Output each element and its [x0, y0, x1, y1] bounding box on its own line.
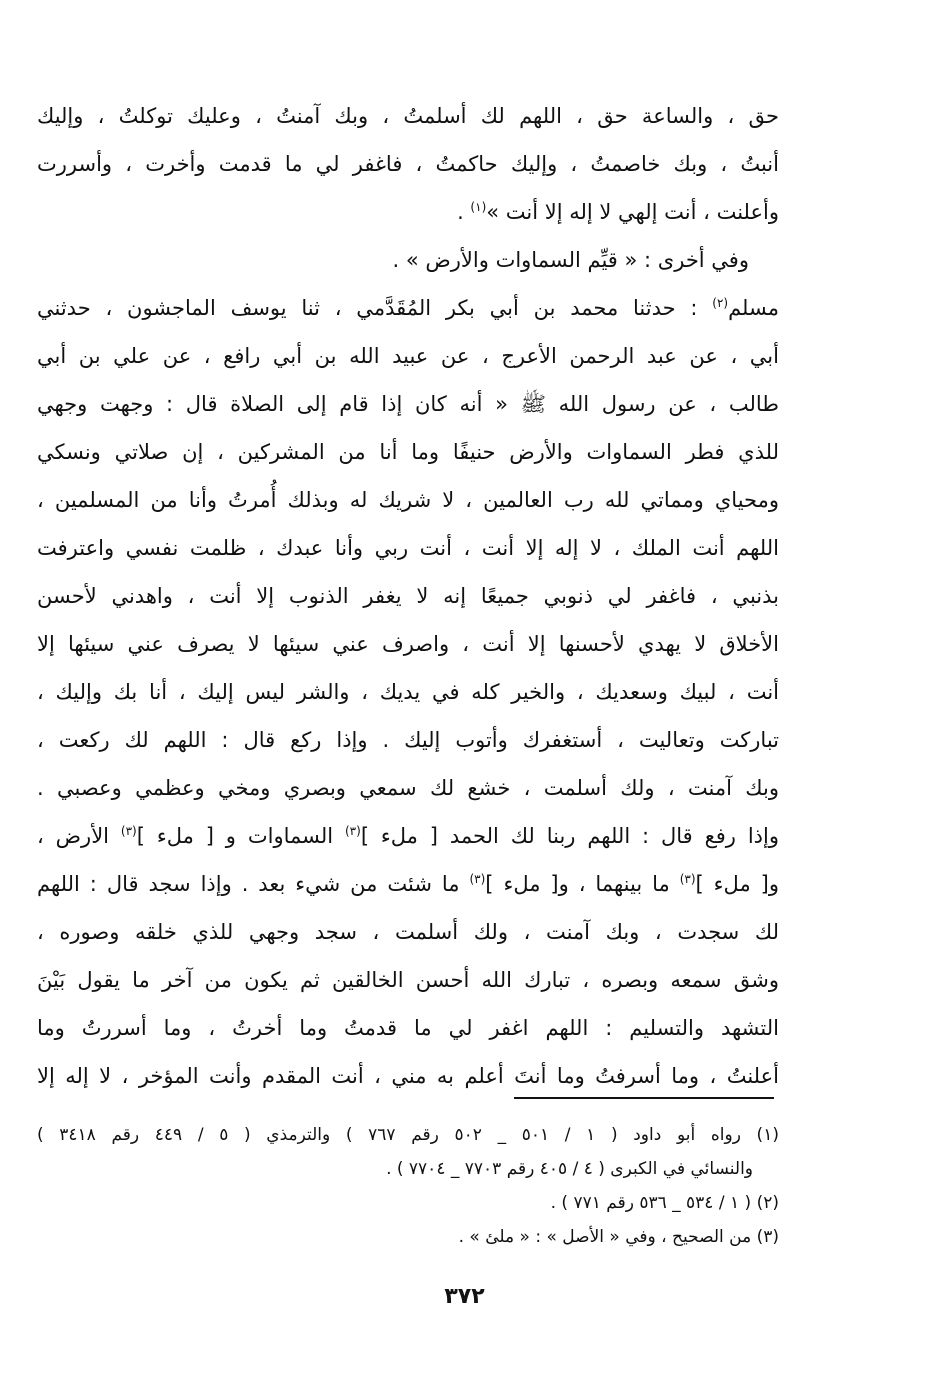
- text-line-1: حق ، والساعة حق ، اللهم لك أسلمتُ ، وبك آمنتُ ، وعليك توكلتُ ، وإليك: [37, 104, 779, 128]
- footnote-ref-3a: (٣): [344, 824, 361, 838]
- text-line-16-end: الأرض ،: [37, 824, 121, 848]
- footnote-3: (٣) من الصحيح ، وفي « الأصل » : « ملئ » .: [458, 1227, 779, 1247]
- text-line-16-mid: السماوات و [ ملء ]: [136, 824, 345, 848]
- text-line-2: أنبتُ ، وبك خاصمتُ ، وإليك حاكمتُ ، فاغفر لي ما قدمت وأخرت ، وأسررت: [37, 152, 779, 176]
- page-number: ٣٧٢: [444, 1284, 485, 1309]
- text-line-19: وشق سمعه وبصره ، تبارك الله أحسن الخالقين ثم يكون من آخر ما يقول بَيْنَ: [37, 968, 779, 992]
- text-line-4: وفي أخرى : « قيِّم السماوات والأرض » .: [392, 248, 749, 272]
- footnote-ref-1: (١): [470, 200, 487, 214]
- text-line-14: تباركت وتعاليت ، أستغفرك وأتوب إليك . وإذا ركع قال : اللهم لك ركعت ،: [37, 728, 779, 752]
- footnote-ref-3d: (٣): [469, 872, 486, 886]
- text-line-5-start: مسلم: [728, 296, 779, 320]
- text-line-5-rest: : حدثنا محمد بن أبي بكر المُقَدَّمي ، ثنا يوسف الماجشون ، حدثني: [37, 296, 713, 320]
- text-line-13: أنت ، لبيك وسعديك ، والخير كله في يديك ، والشر ليس إليك ، أنا بك وإليك ،: [37, 680, 779, 704]
- text-line-16: [37, 812, 779, 860]
- text-line-17-start: و[ ملء ]: [695, 872, 779, 896]
- text-line-10: اللهم أنت الملك ، لا إله إلا أنت ، أنت ربي وأنا عبدك ، ظلمت نفسي واعترفت: [37, 536, 779, 560]
- text-line-15: وبك آمنت ، ولك أسلمت ، خشع لك سمعي وبصري ومخي وعظمي وعصبي .: [37, 776, 779, 800]
- text-line-16-start: وإذا رفع قال : اللهم ربنا لك الحمد [ ملء ]: [360, 824, 779, 848]
- text-line-3: [37, 188, 779, 236]
- main-text: [37, 92, 779, 1100]
- text-line-11: بذنبي ، فاغفر لي ذنوبي جميعًا إنه لا يغفر الذنوب إلا أنت ، واهدني لأحسن: [37, 584, 779, 608]
- footnotes: [37, 1118, 779, 1254]
- text-line-20: التشهد والتسليم : اللهم اغفر لي ما قدمتُ وما أخرتُ ، وما أسررتُ وما: [37, 1016, 779, 1040]
- footnote-ref-3c: (٣): [679, 872, 696, 886]
- text-line-8: للذي فطر السماوات والأرض حنيفًا وما أنا من المشركين ، إن صلاتي ونسكي: [37, 440, 779, 464]
- text-line-7: طالب ، عن رسول الله ﷺ « أنه كان إذا قام إلى الصلاة قال : وجهت وجهي: [37, 392, 779, 416]
- text-line-18: لك سجدت ، وبك آمنت ، ولك أسلمت ، سجد وجهي للذي خلقه وصوره ،: [37, 920, 779, 944]
- text-line-12: الأخلاق لا يهدي لأحسنها إلا أنت ، واصرف عني سيئها لا يصرف عني سيئها إلا: [37, 632, 779, 656]
- footnote-separator: [514, 1097, 774, 1099]
- footnote-1-line-1: (١) رواه أبو داود ( ١ / ٥٠١ _ ٥٠٢ رقم ٧٦٧ ) والترمذي ( ٥ / ٤٤٩ رقم ٣٤١٨ ): [37, 1125, 779, 1145]
- text-line-17: [37, 860, 779, 908]
- text-line-17-mid: ما بينهما ، و[ ملء ]: [485, 872, 680, 896]
- text-line-21: أعلنتُ ، وما أسرفتُ وما أنتَ أعلم به مني ، أنت المقدم وأنت المؤخر ، لا إله إلا: [37, 1064, 779, 1088]
- footnote-1-line-2: والنسائي في الكبرى ( ٤ / ٤٠٥ رقم ٧٧٠٣ _ ٧٧٠٤ ) .: [386, 1159, 753, 1179]
- text-line-5: [37, 284, 779, 332]
- text-line-3-end: .: [457, 200, 471, 224]
- footnote-ref-3b: (٣): [120, 824, 137, 838]
- text-line-9: ومحياي ومماتي لله رب العالمين ، لا شريك له وبذلك أُمرتُ وأنا من المسلمين ،: [37, 488, 779, 512]
- text-line-17-end: ما شئت من شيء بعد . وإذا سجد قال : اللهم: [37, 872, 470, 896]
- text-line-6: أبي ، عن عبد الرحمن الأعرج ، عن عبيد الله بن أبي رافع ، عن علي بن أبي: [37, 344, 779, 368]
- text-line-3-main: وأعلنت ، أنت إلهي لا إله إلا أنت »: [486, 200, 779, 224]
- footnote-ref-2: (٢): [712, 296, 729, 310]
- footnote-2: (٢) ( ١ / ٥٣٤ _ ٥٣٦ رقم ٧٧١ ) .: [550, 1193, 779, 1213]
